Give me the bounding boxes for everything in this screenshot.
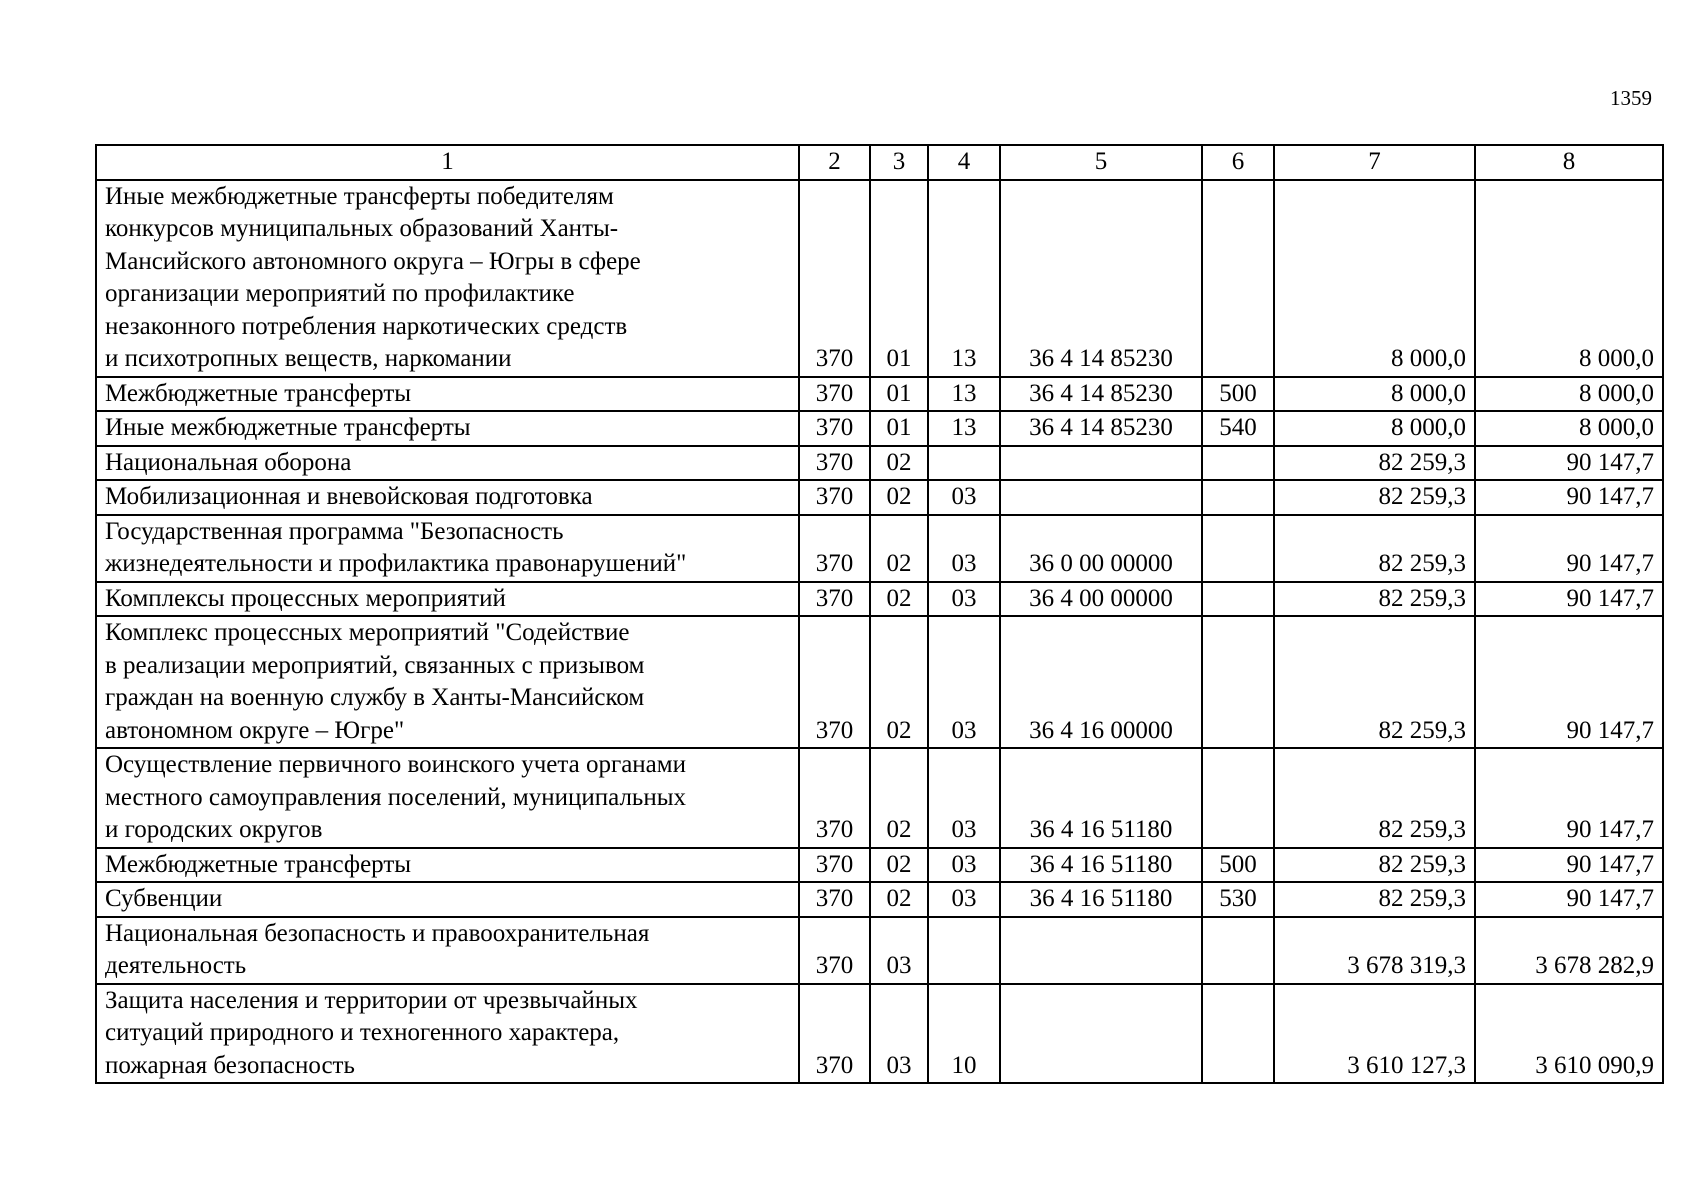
- expense-type-cell: [1202, 446, 1274, 481]
- expense-type-cell: 530: [1202, 882, 1274, 917]
- amount-col7-cell: 3 610 127,3: [1274, 984, 1475, 1084]
- header-cell: 1: [96, 145, 799, 180]
- section-code-cell: 02: [870, 748, 928, 848]
- expense-type-cell: [1202, 515, 1274, 582]
- amount-col7-cell: 82 259,3: [1274, 446, 1475, 481]
- admin-code-cell: 370: [799, 180, 870, 377]
- subsection-code-cell: [928, 446, 1000, 481]
- amount-col7-cell: 82 259,3: [1274, 882, 1475, 917]
- expense-type-cell: [1202, 984, 1274, 1084]
- item-name-cell: Межбюджетные трансферты: [96, 848, 799, 883]
- table-row: [96, 582, 1663, 617]
- admin-code-cell: 370: [799, 616, 870, 748]
- item-name-cell: Иные межбюджетные трансферты: [96, 411, 799, 446]
- table-row: [96, 882, 1663, 917]
- expense-type-cell: 500: [1202, 848, 1274, 883]
- expense-type-cell: 500: [1202, 377, 1274, 412]
- item-name-cell: Осуществление первичного воинского учета органами местного самоуправления поселений, муниципальных и городских округов: [96, 748, 799, 848]
- section-code-cell: 02: [870, 480, 928, 515]
- section-code-cell: 01: [870, 377, 928, 412]
- subsection-code-cell: 03: [928, 848, 1000, 883]
- target-article-cell: [1000, 446, 1202, 481]
- admin-code-cell: 370: [799, 411, 870, 446]
- item-name-cell: Межбюджетные трансферты: [96, 377, 799, 412]
- item-name-cell: Национальная безопасность и правоохранительная деятельность: [96, 917, 799, 984]
- amount-col7-cell: 3 678 319,3: [1274, 917, 1475, 984]
- amount-col8-cell: 90 147,7: [1475, 748, 1663, 848]
- expense-type-cell: [1202, 917, 1274, 984]
- item-name-cell: Комплекс процессных мероприятий "Содействие в реализации мероприятий, связанных с призывом граждан на военную службу в Ханты-Мансийском автономном округе – Югре": [96, 616, 799, 748]
- subsection-code-cell: 03: [928, 480, 1000, 515]
- section-code-cell: 03: [870, 917, 928, 984]
- table-body: [96, 180, 1663, 1084]
- target-article-cell: 36 4 00 00000: [1000, 582, 1202, 617]
- amount-col8-cell: 90 147,7: [1475, 446, 1663, 481]
- section-code-cell: 02: [870, 515, 928, 582]
- subsection-code-cell: 03: [928, 582, 1000, 617]
- amount-col7-cell: 8 000,0: [1274, 377, 1475, 412]
- subsection-code-cell: 03: [928, 616, 1000, 748]
- section-code-cell: 02: [870, 848, 928, 883]
- item-name-cell: Иные межбюджетные трансферты победителям конкурсов муниципальных образований Ханты- Мансийского автономного округа – Югры в сфере организации мероприятий по профилактике незаконного потребления наркотических средств и психотропных веществ, наркомании: [96, 180, 799, 377]
- item-name-cell: Мобилизационная и вневойсковая подготовка: [96, 480, 799, 515]
- header-cell: 2: [799, 145, 870, 180]
- page-number: 1359: [1610, 86, 1652, 110]
- admin-code-cell: 370: [799, 446, 870, 481]
- header-cell: 7: [1274, 145, 1475, 180]
- section-code-cell: 02: [870, 582, 928, 617]
- target-article-cell: 36 4 16 51180: [1000, 848, 1202, 883]
- subsection-code-cell: 13: [928, 411, 1000, 446]
- table-row: [96, 515, 1663, 582]
- admin-code-cell: 370: [799, 582, 870, 617]
- amount-col7-cell: 82 259,3: [1274, 480, 1475, 515]
- table-row: [96, 377, 1663, 412]
- subsection-code-cell: 13: [928, 377, 1000, 412]
- amount-col8-cell: 90 147,7: [1475, 616, 1663, 748]
- amount-col8-cell: 3 678 282,9: [1475, 917, 1663, 984]
- admin-code-cell: 370: [799, 984, 870, 1084]
- admin-code-cell: 370: [799, 480, 870, 515]
- table-row: [96, 180, 1663, 377]
- item-name-cell: Субвенции: [96, 882, 799, 917]
- section-code-cell: 02: [870, 882, 928, 917]
- subsection-code-cell: 03: [928, 748, 1000, 848]
- amount-col7-cell: 8 000,0: [1274, 180, 1475, 377]
- target-article-cell: 36 4 16 00000: [1000, 616, 1202, 748]
- amount-col8-cell: 8 000,0: [1475, 411, 1663, 446]
- target-article-cell: [1000, 480, 1202, 515]
- section-code-cell: 02: [870, 616, 928, 748]
- table-row: [96, 480, 1663, 515]
- admin-code-cell: 370: [799, 848, 870, 883]
- amount-col7-cell: 82 259,3: [1274, 515, 1475, 582]
- section-code-cell: 01: [870, 180, 928, 377]
- table-row: [96, 748, 1663, 848]
- subsection-code-cell: [928, 917, 1000, 984]
- section-code-cell: 02: [870, 446, 928, 481]
- section-code-cell: 01: [870, 411, 928, 446]
- target-article-cell: 36 4 14 85230: [1000, 411, 1202, 446]
- expense-type-cell: [1202, 748, 1274, 848]
- table-row: [96, 917, 1663, 984]
- target-article-cell: 36 4 16 51180: [1000, 748, 1202, 848]
- target-article-cell: [1000, 984, 1202, 1084]
- amount-col8-cell: 8 000,0: [1475, 180, 1663, 377]
- target-article-cell: 36 4 14 85230: [1000, 377, 1202, 412]
- item-name-cell: Комплексы процессных мероприятий: [96, 582, 799, 617]
- budget-table: [95, 144, 1664, 1084]
- expense-type-cell: [1202, 582, 1274, 617]
- amount-col7-cell: 82 259,3: [1274, 848, 1475, 883]
- target-article-cell: 36 0 00 00000: [1000, 515, 1202, 582]
- subsection-code-cell: 03: [928, 882, 1000, 917]
- expense-type-cell: [1202, 616, 1274, 748]
- subsection-code-cell: 10: [928, 984, 1000, 1084]
- amount-col7-cell: 82 259,3: [1274, 582, 1475, 617]
- table-row: [96, 411, 1663, 446]
- header-cell: 5: [1000, 145, 1202, 180]
- admin-code-cell: 370: [799, 917, 870, 984]
- target-article-cell: [1000, 917, 1202, 984]
- header-cell: 3: [870, 145, 928, 180]
- table-row: [96, 984, 1663, 1084]
- amount-col8-cell: 90 147,7: [1475, 848, 1663, 883]
- section-code-cell: 03: [870, 984, 928, 1084]
- amount-col8-cell: 90 147,7: [1475, 515, 1663, 582]
- header-cell: 6: [1202, 145, 1274, 180]
- admin-code-cell: 370: [799, 748, 870, 848]
- amount-col8-cell: 3 610 090,9: [1475, 984, 1663, 1084]
- amount-col7-cell: 8 000,0: [1274, 411, 1475, 446]
- expense-type-cell: 540: [1202, 411, 1274, 446]
- table-header-row: [96, 145, 1663, 180]
- admin-code-cell: 370: [799, 377, 870, 412]
- amount-col7-cell: 82 259,3: [1274, 616, 1475, 748]
- item-name-cell: Защита населения и территории от чрезвычайных ситуаций природного и техногенного характера, пожарная безопасность: [96, 984, 799, 1084]
- header-cell: 8: [1475, 145, 1663, 180]
- amount-col8-cell: 90 147,7: [1475, 480, 1663, 515]
- expense-type-cell: [1202, 480, 1274, 515]
- amount-col8-cell: 90 147,7: [1475, 882, 1663, 917]
- target-article-cell: 36 4 16 51180: [1000, 882, 1202, 917]
- amount-col8-cell: 8 000,0: [1475, 377, 1663, 412]
- amount-col7-cell: 82 259,3: [1274, 748, 1475, 848]
- target-article-cell: 36 4 14 85230: [1000, 180, 1202, 377]
- header-cell: 4: [928, 145, 1000, 180]
- admin-code-cell: 370: [799, 882, 870, 917]
- item-name-cell: Национальная оборона: [96, 446, 799, 481]
- item-name-cell: Государственная программа "Безопасность жизнедеятельности и профилактика правонарушений": [96, 515, 799, 582]
- table-row: [96, 848, 1663, 883]
- table-row: [96, 616, 1663, 748]
- subsection-code-cell: 13: [928, 180, 1000, 377]
- table-row: [96, 446, 1663, 481]
- admin-code-cell: 370: [799, 515, 870, 582]
- subsection-code-cell: 03: [928, 515, 1000, 582]
- amount-col8-cell: 90 147,7: [1475, 582, 1663, 617]
- expense-type-cell: [1202, 180, 1274, 377]
